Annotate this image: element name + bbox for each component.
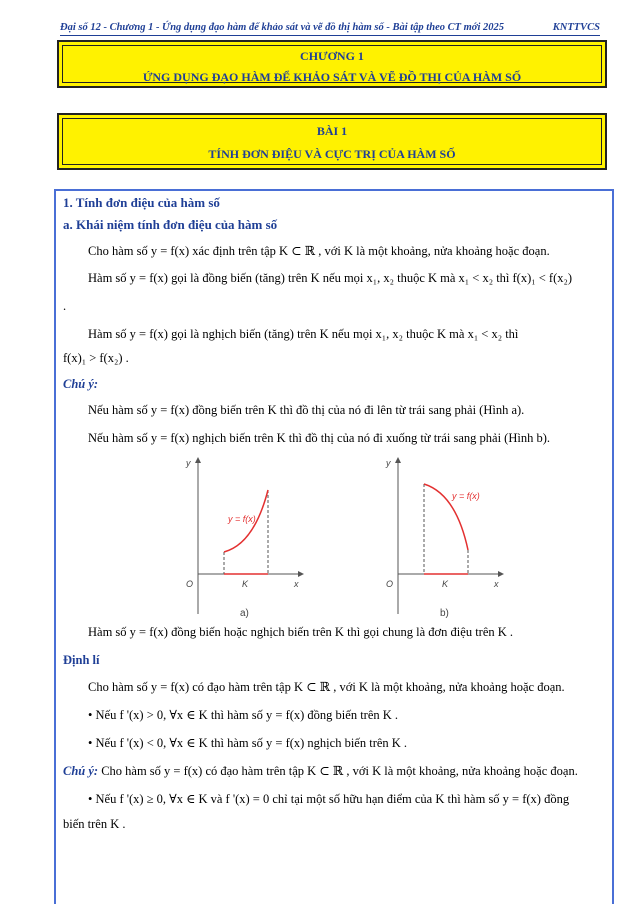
header-code: KNTTVCS: [552, 22, 600, 33]
note-derivative: [63, 763, 578, 779]
x-label: x: [294, 579, 299, 589]
figure-b: [376, 454, 506, 619]
chapter-banner: [57, 40, 607, 88]
content-frame: [54, 189, 614, 904]
x-label: x: [494, 579, 499, 589]
figure-caption: a): [240, 608, 249, 619]
note-decreasing: Nếu hàm số y = f(x) nghịch biến trên K thì đồ thị của nó đi xuống từ trái sang phải (Hình b).: [88, 431, 550, 445]
k-label: K: [442, 579, 449, 589]
paragraph-decreasing-cont: f(x)₁ > f(x₂) .: [63, 351, 129, 365]
subsection-heading: a. Khái niệm tính đơn điệu của hàm số: [63, 217, 278, 232]
curve-label: y = f(x): [228, 514, 256, 524]
curve-label: y = f(x): [452, 491, 480, 501]
note-label: Chú ý:: [63, 377, 99, 391]
chapter-title: ỨNG DỤNG ĐẠO HÀM ĐỂ KHẢO SÁT VÀ VẼ ĐỒ THỊ CỦA HÀM SỐ: [142, 70, 522, 84]
note-derivative-text: Cho hàm số y = f(x) có đạo hàm trên tập K ⊂ ℝ , với K là một khoảng, nửa khoảng hoặc đoạn.: [98, 764, 578, 778]
note-derivative-cont: biến trên K .: [63, 817, 126, 831]
theorem-label: Định lí: [63, 653, 100, 667]
lesson-title: TÍNH ĐƠN ĐIỆU VÀ CỰC TRỊ CỦA HÀM SỐ: [208, 147, 456, 161]
origin-label: O: [186, 579, 194, 589]
y-label: y: [386, 458, 391, 468]
paragraph-definition: Cho hàm số y = f(x) xác định trên tập K ⊂ ℝ , với K là một khoảng, nửa khoảng hoặc đoạn.: [88, 244, 550, 258]
section-heading: 1. Tính đơn điệu của hàm số: [63, 195, 220, 210]
note-derivative-bullet: • Nếu f '(x) ≥ 0, ∀x ∈ K và f '(x) = 0 chỉ tại một số hữu hạn điểm của K thì hàm số y = f(x) đồng: [88, 792, 570, 806]
origin-label: O: [386, 579, 394, 589]
paragraph-increasing: Hàm số y = f(x) gọi là đồng biến (tăng) trên K nếu mọi x₁, x₂ thuộc K mà x₁ < x₂ thì f(x)₁ < f(x₂): [88, 271, 573, 285]
page-header: [60, 22, 600, 36]
theorem-intro: Cho hàm số y = f(x) có đạo hàm trên tập K ⊂ ℝ , với K là một khoảng, nửa khoảng hoặc đoạn.: [88, 680, 565, 694]
note-derivative-label: Chú ý:: [63, 764, 99, 778]
figure-caption: b): [440, 608, 449, 619]
paragraph-decreasing: Hàm số y = f(x) gọi là nghịch biến (tăng) trên K nếu mọi x₁, x₂ thuộc K mà x₁ < x₂ thì: [88, 327, 519, 341]
theorem-increasing: • Nếu f '(x) > 0, ∀x ∈ K thì hàm số y = f(x) đồng biến trên K .: [88, 708, 399, 722]
paragraph-monotonic: Hàm số y = f(x) đồng biến hoặc nghịch biến trên K thì gọi chung là đơn điệu trên K .: [88, 625, 514, 639]
y-label: y: [186, 458, 191, 468]
note-increasing: Nếu hàm số y = f(x) đồng biến trên K thì đồ thị của nó đi lên từ trái sang phải (Hình a).: [88, 403, 525, 417]
header-title: Đại số 12 - Chương 1 - Ứng dụng đạo hàm để khảo sát và vẽ đồ thị hàm số - Bài tập theo CT mới 2025: [60, 22, 504, 33]
k-label: K: [242, 579, 249, 589]
lesson-banner: [57, 113, 607, 170]
theorem-decreasing: • Nếu f '(x) < 0, ∀x ∈ K thì hàm số y = f(x) nghịch biến trên K .: [88, 736, 408, 750]
lesson-label: BÀI 1: [316, 124, 348, 138]
paragraph-dot: .: [63, 299, 67, 313]
chapter-label: CHƯƠNG 1: [300, 49, 364, 63]
figure-a: [176, 454, 306, 619]
